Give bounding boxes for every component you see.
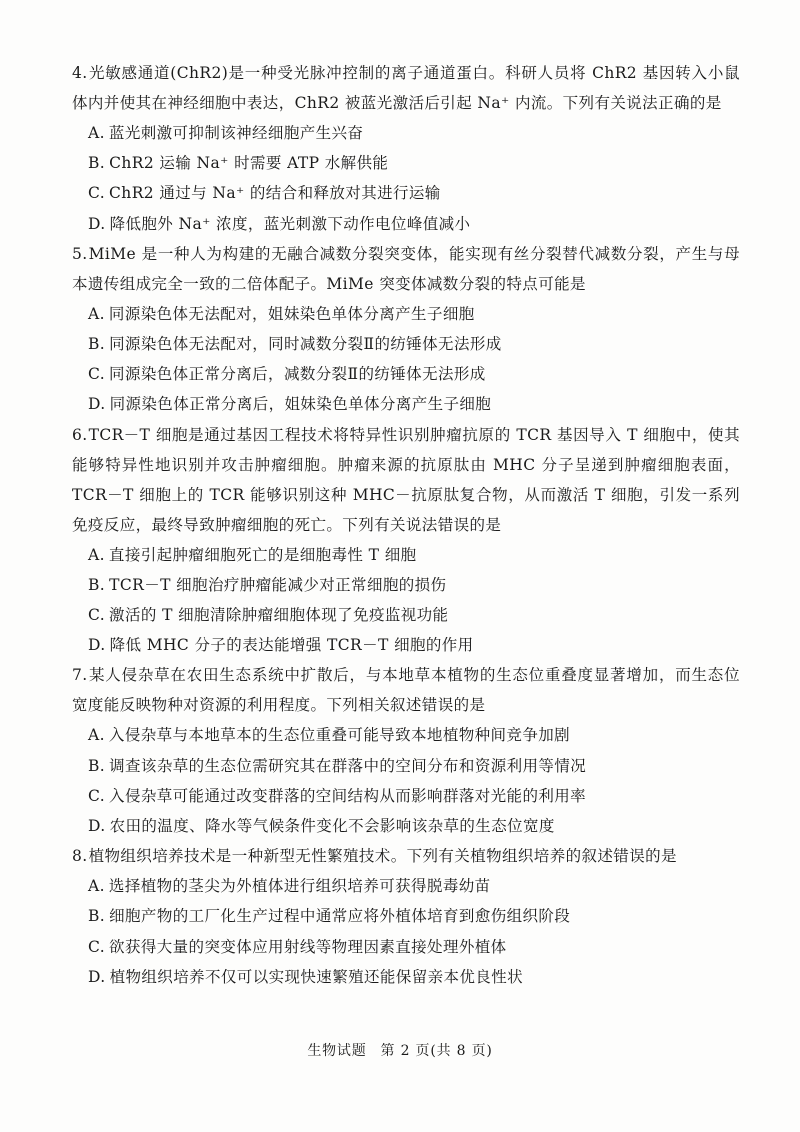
option-text: 直接引起肿瘤细胞死亡的是细胞毒性 T 细胞	[108, 545, 417, 564]
option-d	[72, 811, 740, 841]
option-text: ChR2 运输 Na⁺ 时需要 ATP 水解供能	[109, 154, 389, 173]
question-text: 某人侵杂草在农田生态系统中扩散后，与本地草本植物的生态位重叠度显著增加，而生态位宽度能反映物种对资源的利用程度。下列相关叙述错误的是	[72, 666, 740, 715]
option-b	[72, 570, 740, 600]
option-letter: A.	[88, 726, 105, 745]
question-text: 光敏感通道(ChR2)是一种受光脉冲控制的离子通道蛋白。科研人员将 ChR2 基因转入小鼠体内并使其在神经细胞中表达，ChR2 被蓝光激活后引起 Na⁺ 内流。下列有关说法正确的是	[72, 64, 740, 112]
option-letter: D.	[88, 395, 106, 414]
option-letter: B.	[88, 335, 106, 354]
option-letter: B.	[88, 907, 106, 926]
option-text: 入侵杂草可能通过改变群落的空间结构从而影响群落对光能的利用率	[109, 786, 587, 805]
option-text: 降低 MHC 分子的表达能增强 TCR－T 细胞的作用	[109, 636, 474, 655]
question-6	[72, 420, 740, 661]
question-number: 7.	[72, 666, 88, 685]
question-stem	[72, 239, 740, 299]
option-letter: A.	[88, 545, 105, 564]
option-text: 同源染色体正常分离后，减数分裂Ⅱ的纺锤体无法形成	[109, 365, 486, 384]
option-letter: A.	[88, 304, 105, 323]
option-letter: C.	[88, 184, 106, 203]
option-b	[72, 901, 740, 931]
option-letter: C.	[88, 365, 106, 384]
option-text: 细胞产物的工厂化生产过程中通常应将外植体培育到愈伤组织阶段	[109, 907, 571, 926]
option-letter: A.	[88, 124, 105, 142]
question-number: 4.	[72, 64, 88, 82]
option-c	[72, 932, 740, 962]
option-a	[72, 720, 740, 750]
question-4	[72, 58, 740, 239]
option-letter: B.	[88, 575, 106, 594]
option-letter: D.	[88, 636, 106, 655]
option-text: 调查该杂草的生态位需研究其在群落中的空间分布和资源利用等情况	[109, 756, 587, 775]
option-letter: C.	[88, 937, 106, 956]
option-text: TCR－T 细胞治疗肿瘤能减少对正常细胞的损伤	[109, 575, 447, 594]
option-text: 降低胞外 Na⁺ 浓度，蓝光刺激下动作电位峰值减小	[109, 214, 471, 233]
option-d	[72, 209, 740, 239]
option-c	[72, 359, 740, 389]
question-7	[72, 660, 740, 841]
question-stem	[72, 420, 740, 540]
question-list	[72, 58, 740, 992]
option-text: 同源染色体正常分离后，姐妹染色单体分离产生子细胞	[109, 395, 492, 414]
option-text: 农田的温度、降水等气候条件变化不会影响该杂草的生态位宽度	[109, 817, 555, 836]
question-number: 6.	[72, 425, 88, 444]
option-letter: B.	[88, 154, 106, 173]
option-a	[72, 299, 740, 329]
option-text: 欲获得大量的突变体应用射线等物理因素直接处理外植体	[109, 937, 507, 956]
option-text: 植物组织培养不仅可以实现快速繁殖还能保留亲本优良性状	[109, 967, 524, 986]
option-b	[72, 148, 740, 178]
question-5	[72, 239, 740, 420]
option-text: 入侵杂草与本地草本的生态位重叠可能导致本地植物种间竞争加剧	[108, 726, 571, 745]
option-text: 激活的 T 细胞清除肿瘤细胞体现了免疫监视功能	[109, 606, 449, 625]
option-b	[72, 329, 740, 359]
option-text: 同源染色体无法配对，姐妹染色单体分离产生子细胞	[108, 304, 475, 323]
option-text: ChR2 通过与 Na⁺ 的结合和释放对其进行运输	[109, 184, 441, 203]
option-a	[72, 540, 740, 570]
option-text: 选择植物的茎尖为外植体进行组织培养可获得脱毒幼苗	[108, 877, 491, 896]
question-text: MiMe 是一种人为构建的无融合减数分裂突变体，能实现有丝分裂替代减数分裂，产生与母本遗传组成完全一致的二倍体配子。MiMe 突变体减数分裂的特点可能是	[72, 244, 740, 293]
question-stem	[72, 841, 740, 871]
footer-page-number: 第 2 页(共 8 页)	[380, 1043, 493, 1059]
option-a	[72, 871, 740, 901]
question-number: 8.	[72, 847, 88, 866]
question-stem	[72, 58, 740, 118]
option-d	[72, 962, 740, 992]
option-letter: A.	[88, 877, 105, 896]
question-number: 5.	[72, 244, 88, 263]
option-letter: C.	[88, 606, 106, 625]
footer-subject: 生物试题	[307, 1043, 367, 1059]
option-c	[72, 178, 740, 208]
option-text: 同源染色体无法配对，同时减数分裂Ⅱ的纺锤体无法形成	[109, 335, 502, 354]
option-letter: D.	[88, 214, 106, 233]
question-text: TCR－T 细胞是通过基因工程技术将特异性识别肿瘤抗原的 TCR 基因导入 T 细胞中，使其能够特异性地识别并攻击肿瘤细胞。肿瘤来源的抗原肽由 MHC 分子呈递到肿瘤细胞表面，TCR－T 细胞上的 TCR 能够识别这种 MHC－抗原肽复合物，从而激活 T 细胞，引发一系列免疫反应，最终导致肿瘤细胞的死亡。下列有关说法错误的是	[72, 425, 740, 534]
option-letter: D.	[88, 817, 106, 836]
option-a	[72, 118, 740, 148]
option-c	[72, 781, 740, 811]
option-letter: B.	[88, 756, 106, 775]
page-footer	[0, 1040, 800, 1060]
option-b	[72, 751, 740, 781]
option-d	[72, 389, 740, 419]
option-d	[72, 630, 740, 660]
option-letter: D.	[88, 967, 106, 986]
question-8	[72, 841, 740, 992]
question-text: 植物组织培养技术是一种新型无性繁殖技术。下列有关植物组织培养的叙述错误的是	[88, 847, 677, 866]
option-c	[72, 600, 740, 630]
option-text: 蓝光刺激可抑制该神经细胞产生兴奋	[108, 124, 364, 142]
question-stem	[72, 660, 740, 720]
option-letter: C.	[88, 786, 106, 805]
